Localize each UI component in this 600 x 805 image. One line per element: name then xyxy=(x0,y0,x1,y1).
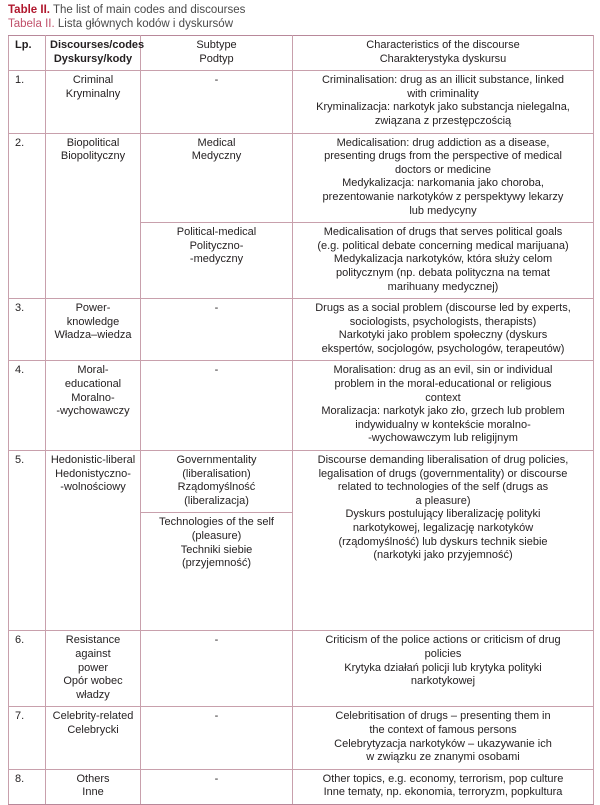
discourse-cell xyxy=(46,707,141,769)
characteristics-cell-line: doctors or medicine xyxy=(395,163,491,176)
header-discourse-pl: Dyskursy/kody xyxy=(53,52,133,65)
subtype-cell-line: - xyxy=(214,302,219,315)
header-subtype-en: Subtype xyxy=(196,39,237,51)
discourse-cell-line: Biopolitical xyxy=(66,136,120,149)
characteristics-cell xyxy=(293,71,594,133)
subtype-cell-line: Rządomyślność (liberalizacja) xyxy=(177,481,256,507)
header-char-en: Characteristics of the discourse xyxy=(366,39,520,51)
discourse-cell-line: Power-knowledge xyxy=(66,302,120,328)
discourse-cell-line: Criminal xyxy=(72,74,114,87)
lp-cell: 1. xyxy=(9,71,46,133)
header-characteristics xyxy=(293,36,594,71)
subtype-cell xyxy=(141,513,293,631)
discourse-cell-line: Moralno- xyxy=(71,391,115,404)
subtype-cell xyxy=(141,769,293,804)
subtype-cell xyxy=(141,361,293,451)
characteristics-cell-line: indywidualny w kontekście moralno- xyxy=(355,418,531,431)
characteristics-cell-line: Medicalisation: drug addiction as a disease, xyxy=(336,136,550,149)
characteristics-cell-line: Narkotyki jako problem społeczny (dyskurs xyxy=(338,329,548,342)
lp-cell: 8. xyxy=(9,769,46,804)
characteristics-cell-line: related to technologies of the self (drugs as xyxy=(337,481,549,494)
subtype-cell-line: - xyxy=(214,772,219,785)
characteristics-cell xyxy=(293,133,594,223)
discourse-cell-line: -wolnościowy xyxy=(60,481,126,494)
header-discourse xyxy=(46,36,145,71)
subtype-cell-line: -medyczny xyxy=(189,253,244,266)
characteristics-cell-line: (e.g. political debate concerning medical marijuana) xyxy=(317,239,569,252)
characteristics-cell-line: (rządomyślność) lub dyskurs technik siebie xyxy=(338,535,548,548)
discourse-cell-line: Resistance against xyxy=(65,634,121,660)
characteristics-cell-line: Moralisation: drug as an evil, sin or individual xyxy=(333,364,553,377)
subtype-cell-line: Political-medical xyxy=(176,226,257,239)
table-row xyxy=(9,631,594,707)
characteristics-cell-line: the context of famous persons xyxy=(369,723,517,736)
subtype-cell xyxy=(141,71,293,133)
lp-cell: 7. xyxy=(9,707,46,769)
characteristics-cell-line: Medykalizacja narkotyków, która służy celom xyxy=(333,253,553,266)
discourse-codes-table xyxy=(8,35,594,805)
subtype-cell xyxy=(141,133,293,223)
header-lp: Lp. xyxy=(9,36,46,71)
characteristics-cell-line: Dyskurs postulujący liberalizację polityki xyxy=(345,508,541,521)
characteristics-cell xyxy=(293,631,594,707)
header-discourse-en: Discourses/codes xyxy=(50,39,145,51)
subtype-cell-line: - xyxy=(214,364,219,377)
subtype-cell xyxy=(141,451,293,513)
characteristics-cell-line: Criticism of the police actions or criticism of drug xyxy=(325,634,561,647)
characteristics-cell-line: narkotykowej, legalizację narkotyków xyxy=(352,522,534,534)
table-row xyxy=(9,707,594,769)
characteristics-cell-line: Other topics, e.g. economy, terrorism, pop culture xyxy=(322,772,564,785)
lp-cell: 2. xyxy=(9,133,46,299)
characteristics-cell-line: Krytyka działań policji lub krytyka polityki xyxy=(344,661,542,674)
characteristics-cell-line: a pleasure) xyxy=(415,494,471,507)
lp-cell: 5. xyxy=(9,451,46,631)
characteristics-cell-line: Kryminalizacja: narkotyk jako substancja nielegalna, xyxy=(316,101,570,114)
characteristics-cell-line: Celebrytyzacja narkotyków – ukazywanie ich xyxy=(334,737,552,750)
discourse-cell-line: Celebrycki xyxy=(67,723,119,736)
caption-label-pl: Tabela II. xyxy=(8,18,55,30)
discourse-cell-line: Hedonistyczno- xyxy=(55,467,131,480)
characteristics-cell-line: presenting drugs from the perspective of medical xyxy=(324,150,562,163)
characteristics-cell xyxy=(293,223,594,299)
table-caption xyxy=(8,3,245,31)
characteristics-cell-line: Inne tematy, np. ekonomia, terroryzm, popkultura xyxy=(323,786,563,799)
characteristics-cell-line: lub medycyny xyxy=(409,204,477,217)
table-row xyxy=(9,133,594,223)
subtype-cell xyxy=(141,299,293,361)
subtype-cell-line: Governmentality (liberalisation) xyxy=(176,454,257,480)
characteristics-cell-line: Criminalisation: drug as an illicit substance, linked xyxy=(321,74,565,87)
characteristics-cell-line: Medicalisation of drugs that serves political goals xyxy=(323,226,563,239)
discourse-cell xyxy=(46,133,141,299)
subtype-cell-line: - xyxy=(214,634,219,647)
discourse-cell-line: Others xyxy=(76,772,110,785)
discourse-cell xyxy=(46,769,141,804)
caption-text-pl: Lista głównych kodów i dyskursów xyxy=(54,18,234,30)
subtype-cell-line: - xyxy=(214,710,219,723)
subtype-cell-line: Medical xyxy=(197,136,236,149)
table-row xyxy=(9,769,594,804)
discourse-cell-line: Inne xyxy=(82,786,104,799)
header-subtype xyxy=(141,36,293,71)
characteristics-cell-line: narkotykowej xyxy=(410,675,476,688)
header-subtype-pl: Podtyp xyxy=(199,52,234,65)
subtype-cell xyxy=(141,707,293,769)
discourse-cell-line: Kryminalny xyxy=(65,87,121,100)
lp-cell: 3. xyxy=(9,299,46,361)
characteristics-cell-line: prezentowanie narkotyków z perspektywy lekarzy xyxy=(322,190,564,203)
characteristics-cell-line: -wychowawczym lub religijnym xyxy=(368,432,518,445)
table-row xyxy=(9,361,594,451)
characteristics-cell-line: marihuany medycznej) xyxy=(387,280,499,293)
discourse-cell-line: Opór wobec władzy xyxy=(63,675,123,701)
discourse-cell xyxy=(46,631,141,707)
discourse-cell xyxy=(46,361,141,451)
characteristics-cell-line: Discourse demanding liberalisation of drug policies, xyxy=(317,454,569,467)
characteristics-cell xyxy=(293,707,594,769)
characteristics-cell-line: politycznym (np. debata polityczna na temat xyxy=(335,266,550,279)
table-row xyxy=(9,451,594,513)
subtype-cell-line: Medyczny xyxy=(191,150,242,163)
caption-text-en: The list of main codes and discourses xyxy=(49,4,246,16)
caption-english xyxy=(8,3,245,17)
characteristics-cell-line: context xyxy=(425,391,461,404)
discourse-cell-line: -wychowawczy xyxy=(56,405,130,418)
discourse-cell-line: Moral-educational xyxy=(64,364,122,391)
table-row xyxy=(9,71,594,133)
caption-polish xyxy=(8,17,245,31)
characteristics-cell-line: Drugs as a social problem (discourse led by experts, xyxy=(315,302,571,315)
subtype-cell-line: Techniki siebie (przyjemność) xyxy=(180,543,253,570)
discourse-cell-line: Hedonistic-liberal xyxy=(50,454,136,467)
discourse-cell-line: Władza–wiedza xyxy=(54,329,132,342)
characteristics-cell-line: Medykalizacja: narkomania jako choroba, xyxy=(342,177,544,190)
subtype-cell-line: - xyxy=(214,74,219,87)
discourse-cell-line: power xyxy=(78,661,108,674)
characteristics-cell-line: (narkotyki jako przyjemność) xyxy=(373,549,513,562)
characteristics-cell xyxy=(293,361,594,451)
table-header-row xyxy=(9,36,594,71)
lp-cell: 6. xyxy=(9,631,46,707)
characteristics-cell-line: ekspertów, socjologów, psychologów, terapeutów) xyxy=(321,342,565,355)
characteristics-cell-line: Moralizacja: narkotyk jako zło, grzech lub problem xyxy=(321,405,565,418)
characteristics-cell-line: w związku ze znanymi osobami xyxy=(366,751,520,764)
discourse-cell-line: Celebrity-related xyxy=(52,710,134,723)
characteristics-cell xyxy=(293,769,594,804)
characteristics-cell-line: problem in the moral-educational or religious xyxy=(334,378,552,391)
discourse-cell xyxy=(46,451,141,631)
characteristics-cell xyxy=(293,299,594,361)
discourse-cell-line: Biopolityczny xyxy=(60,150,126,163)
lp-cell: 4. xyxy=(9,361,46,451)
characteristics-cell xyxy=(293,451,594,631)
characteristics-cell-line: policies xyxy=(424,648,462,660)
discourse-cell xyxy=(46,299,141,361)
subtype-cell xyxy=(141,631,293,707)
characteristics-cell-line: związana z przestępczością xyxy=(374,114,512,127)
header-char-pl: Charakterystyka dyskursu xyxy=(379,52,507,65)
discourse-cell xyxy=(46,71,141,133)
caption-label-en: Table II. xyxy=(8,4,50,16)
characteristics-cell-line: sociologists, psychologists, therapists) xyxy=(349,315,537,328)
characteristics-cell-line: legalisation of drugs (governmentality) or discourse xyxy=(318,467,568,480)
characteristics-cell-line: Celebritisation of drugs – presenting them in xyxy=(335,710,551,723)
subtype-cell xyxy=(141,223,293,299)
subtype-cell-line: Technologies of the self (pleasure) xyxy=(159,516,274,542)
subtype-cell-line: Polityczno- xyxy=(189,239,244,252)
table-row xyxy=(9,299,594,361)
characteristics-cell-line: with criminality xyxy=(407,87,479,100)
